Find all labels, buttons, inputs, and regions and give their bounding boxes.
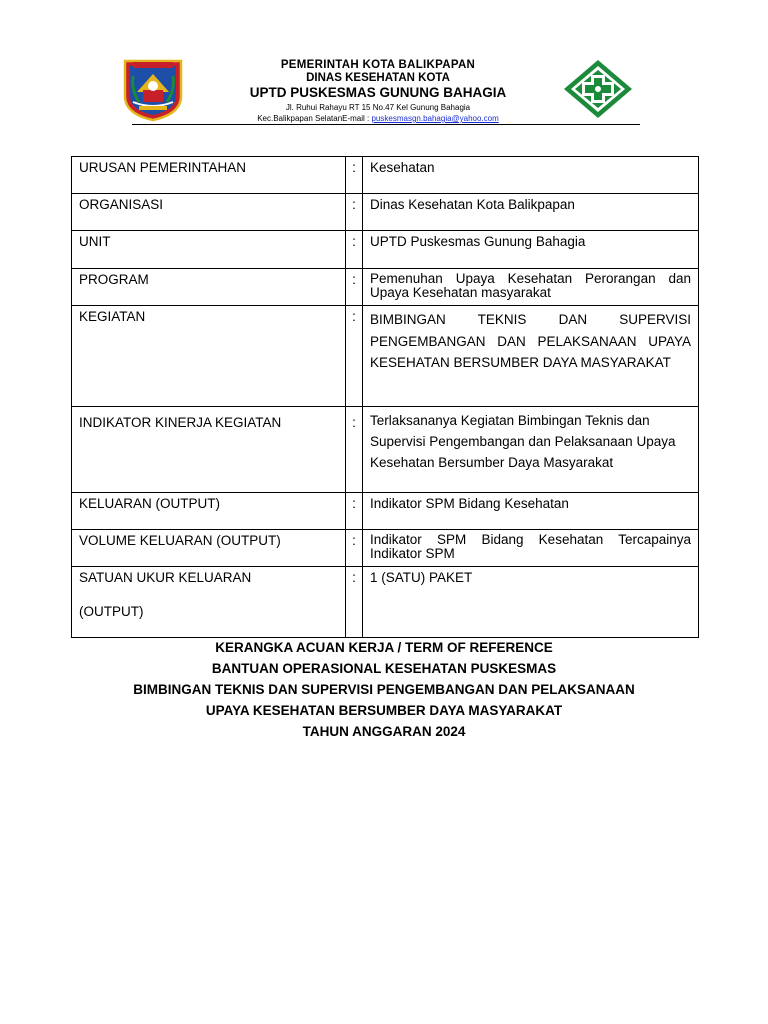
row-value: Pemenuhan Upaya Kesehatan Perorangan dan Upaya Kesehatan masyarakat: [363, 269, 699, 306]
office-name: DINAS KESEHATAN KOTA: [306, 72, 450, 84]
row-label: VOLUME KELUARAN (OUTPUT): [72, 530, 346, 567]
row-value: BIMBINGAN TEKNIS DAN SUPERVISI PENGEMBANGAN DAN PELAKSANAAN UPAYA KESEHATAN BERSUMBER DAYA MASYARAKAT: [363, 306, 699, 407]
row-colon: :: [346, 194, 363, 231]
table-row: [72, 157, 699, 194]
title-line-5: TAHUN ANGGARAN 2024: [302, 724, 466, 739]
gov-name: PEMERINTAH KOTA BALIKPAPAN: [280, 59, 476, 71]
city-crest-icon: [121, 56, 185, 122]
contact-prefix: Kec.Balikpapan SelatanE-mail :: [257, 114, 372, 123]
table-row: [72, 306, 699, 407]
row-value: Kesehatan: [363, 157, 699, 194]
row-colon: :: [346, 231, 363, 269]
row-label: INDIKATOR KINERJA KEGIATAN: [72, 407, 346, 493]
letterhead: [180, 59, 576, 124]
table-row: [72, 567, 699, 638]
document-title: [60, 637, 708, 742]
row-label: UNIT: [72, 231, 346, 269]
row-label: URUSAN PEMERINTAHAN: [72, 157, 346, 194]
row-label: ORGANISASI: [72, 194, 346, 231]
row-value: Terlaksananya Kegiatan Bimbingan Teknis dan Supervisi Pengembangan dan Pelaksanaan Upaya Kesehatan Bersumber Daya Masyarakat: [363, 407, 699, 493]
table-row: [72, 407, 699, 493]
row-label-line1: SATUAN UKUR KELUARAN: [79, 570, 252, 585]
table-row: [72, 493, 699, 530]
letterhead-divider: [132, 124, 640, 125]
contact-line: [180, 113, 576, 124]
row-value: 1 (SATU) PAKET: [363, 567, 699, 638]
title-line-2: BANTUAN OPERASIONAL KESEHATAN PUSKESMAS: [211, 661, 557, 676]
table-row: [72, 530, 699, 567]
title-line-4: UPAYA KESEHATAN BERSUMBER DAYA MASYARAKAT: [205, 703, 563, 718]
row-value: Dinas Kesehatan Kota Balikpapan: [363, 194, 699, 231]
row-colon: :: [346, 306, 363, 407]
table-row: [72, 231, 699, 269]
info-table: [71, 156, 699, 638]
row-colon: :: [346, 530, 363, 567]
title-line-3: BIMBINGAN TEKNIS DAN SUPERVISI PENGEMBANGAN DAN PELAKSANAAN: [133, 682, 635, 697]
row-label: [72, 567, 346, 638]
row-value: UPTD Puskesmas Gunung Bahagia: [363, 231, 699, 269]
institution-name: UPTD PUSKESMAS GUNUNG BAHAGIA: [249, 85, 507, 100]
address-line: Jl. Ruhui Rahayu RT 15 No.47 Kel Gunung Bahagia: [285, 103, 471, 112]
row-colon: :: [346, 407, 363, 493]
email-link[interactable]: puskesmasgn.bahagia@yahoo.com: [371, 114, 499, 123]
table-row: [72, 194, 699, 231]
row-value: Indikator SPM Bidang Kesehatan: [363, 493, 699, 530]
row-value: Indikator SPM Bidang Kesehatan Tercapainya Indikator SPM: [363, 530, 699, 567]
row-colon: :: [346, 493, 363, 530]
row-label: PROGRAM: [72, 269, 346, 306]
city-crest-logo: [121, 56, 185, 122]
table-row: [72, 269, 699, 306]
row-colon: :: [346, 269, 363, 306]
row-label: KEGIATAN: [72, 306, 346, 407]
row-label-line2: (OUTPUT): [79, 604, 144, 619]
title-line-1: KERANGKA ACUAN KERJA / TERM OF REFERENCE: [215, 640, 553, 655]
row-colon: :: [346, 157, 363, 194]
row-colon: :: [346, 567, 363, 638]
row-label: KELUARAN (OUTPUT): [72, 493, 346, 530]
